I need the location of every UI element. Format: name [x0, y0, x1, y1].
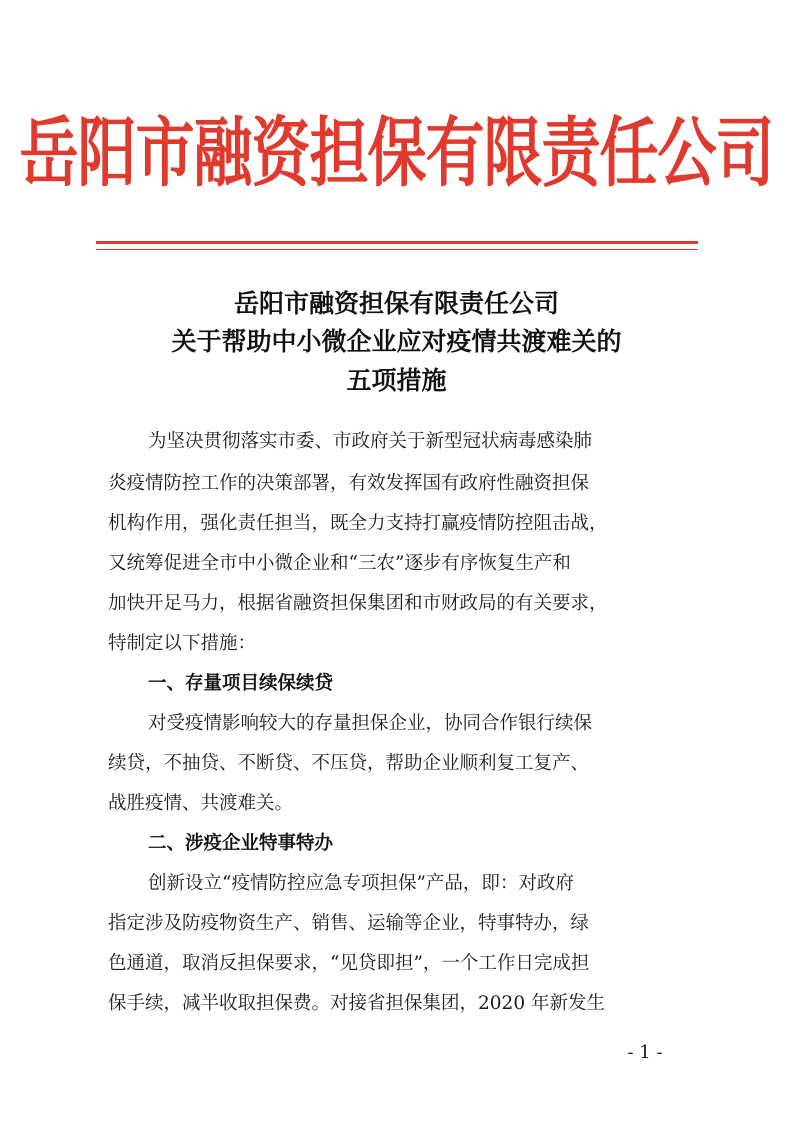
- section-1-line-3: 战胜疫情、共渡难关。: [108, 793, 294, 814]
- intro-line-3: 机构作用，强化责任担当，既全力支持打赢疫情防控阻击战，: [108, 513, 608, 534]
- section-2-heading: 二、涉疫企业特事特办: [148, 833, 334, 854]
- document-title-line-3: 五项措施: [346, 366, 447, 395]
- section-2-line-3: 色通道，取消反担保要求，“见贷即担”，一个工作日完成担: [108, 953, 590, 974]
- letterhead-title: 岳阳市融资担保有限责任公司: [19, 108, 774, 197]
- section-1-heading: 一、存量项目续保续贷: [148, 673, 334, 694]
- section-2-line-4: 保手续，减半收取担保费。对接省担保集团，2020 年新发生: [108, 993, 605, 1014]
- document-title-line-2: 关于帮助中小微企业应对疫情共渡难关的: [171, 327, 622, 356]
- intro-line-5: 加快开足马力，根据省融资担保集团和市财政局的有关要求，: [108, 593, 608, 614]
- section-2-line-1: 创新设立“疫情防控应急专项担保”产品，即：对政府: [148, 873, 574, 894]
- letterhead-rule-thick: [96, 241, 698, 244]
- intro-line-2: 炎疫情防控工作的决策部署，有效发挥国有政府性融资担保: [108, 473, 590, 494]
- page-number: - 1 -: [627, 1042, 663, 1063]
- section-1-line-2: 续贷，不抽贷、不断贷、不压贷，帮助企业顺利复工复产、: [108, 753, 590, 774]
- letterhead-rule-thin: [96, 249, 698, 250]
- document-title-line-1: 岳阳市融资担保有限责任公司: [233, 289, 559, 318]
- intro-line-6: 特制定以下措施：: [108, 633, 257, 654]
- intro-line-1: 为坚决贯彻落实市委、市政府关于新型冠状病毒感染肺: [148, 431, 593, 452]
- section-2-line-2: 指定涉及防疫物资生产、销售、运输等企业，特事特办，绿: [108, 913, 590, 934]
- section-1-line-1: 对受疫情影响较大的存量担保企业，协同合作银行续保: [148, 713, 593, 734]
- intro-line-4: 又统筹促进全市中小微企业和“三农”逐步有序恢复生产和: [108, 553, 571, 574]
